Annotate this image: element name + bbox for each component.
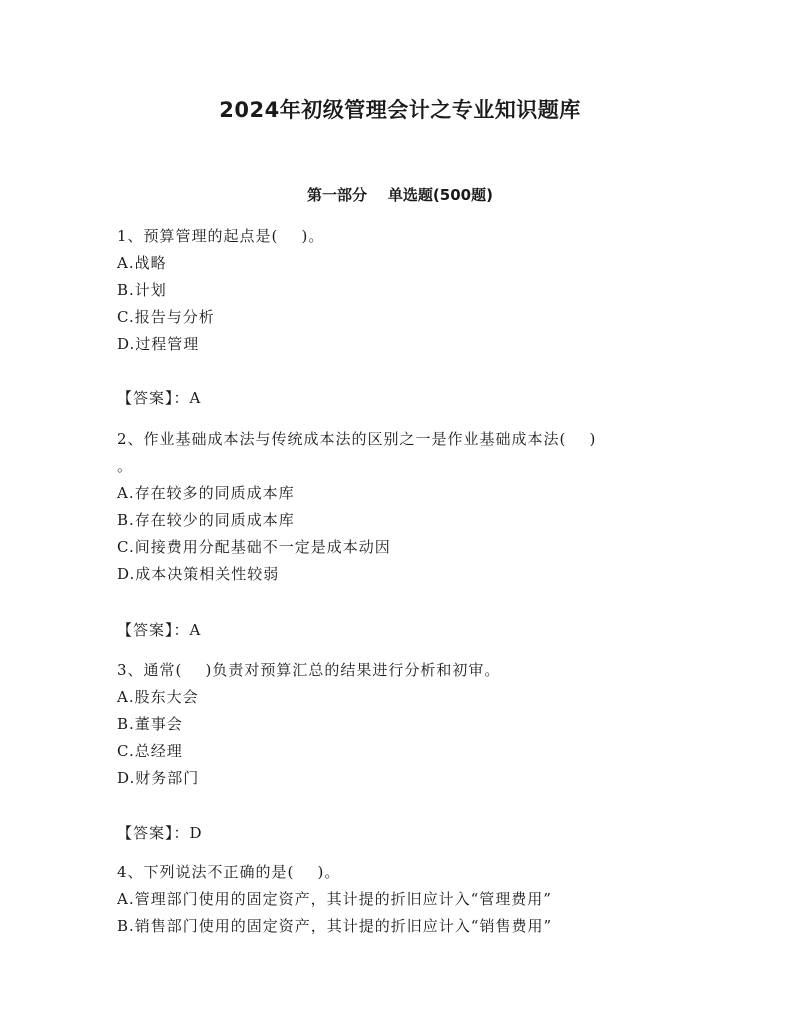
document-title: 2024年初级管理会计之专业知识题库 xyxy=(219,98,581,122)
question-2-option-c: C.间接费用分配基础不一定是成本动因 xyxy=(117,538,391,556)
question-4-option-b: B.销售部门使用的固定资产，其计提的折旧应计入“销售费用” xyxy=(117,917,553,935)
question-2-option-d: D.成本决策相关性较弱 xyxy=(117,565,280,583)
question-3-option-d: D.财务部门 xyxy=(117,769,200,787)
question-3-stem: 3、通常( )负责对预算汇总的结果进行分析和初审。 xyxy=(117,661,501,679)
question-2-stem-continuation: 。 xyxy=(117,457,134,475)
question-3-option-c: C.总经理 xyxy=(117,742,183,760)
question-1-stem: 1、预算管理的起点是( )。 xyxy=(117,227,325,245)
question-1-option-b: B.计划 xyxy=(117,281,167,299)
question-3-answer: 【答案】：D xyxy=(117,824,203,842)
question-4-option-a: A.管理部门使用的固定资产，其计提的折旧应计入“管理费用” xyxy=(117,890,552,908)
question-2-stem: 2、作业基础成本法与传统成本法的区别之一是作业基础成本法( ) xyxy=(117,430,597,448)
question-1-answer: 【答案】：A xyxy=(117,389,202,407)
question-3-option-b: B.董事会 xyxy=(117,715,183,733)
question-2-answer: 【答案】：A xyxy=(117,621,202,639)
section-title: 第一部分 单选题(500题) xyxy=(307,186,493,204)
question-1-option-d: D.过程管理 xyxy=(117,335,200,353)
question-1-option-a: A.战略 xyxy=(117,254,167,272)
question-3-option-a: A.股东大会 xyxy=(117,688,199,706)
question-1-option-c: C.报告与分析 xyxy=(117,308,215,326)
question-2-option-b: B.存在较少的同质成本库 xyxy=(117,511,295,529)
question-4-stem: 4、下列说法不正确的是( )。 xyxy=(117,863,341,881)
question-2-option-a: A.存在较多的同质成本库 xyxy=(117,484,295,502)
